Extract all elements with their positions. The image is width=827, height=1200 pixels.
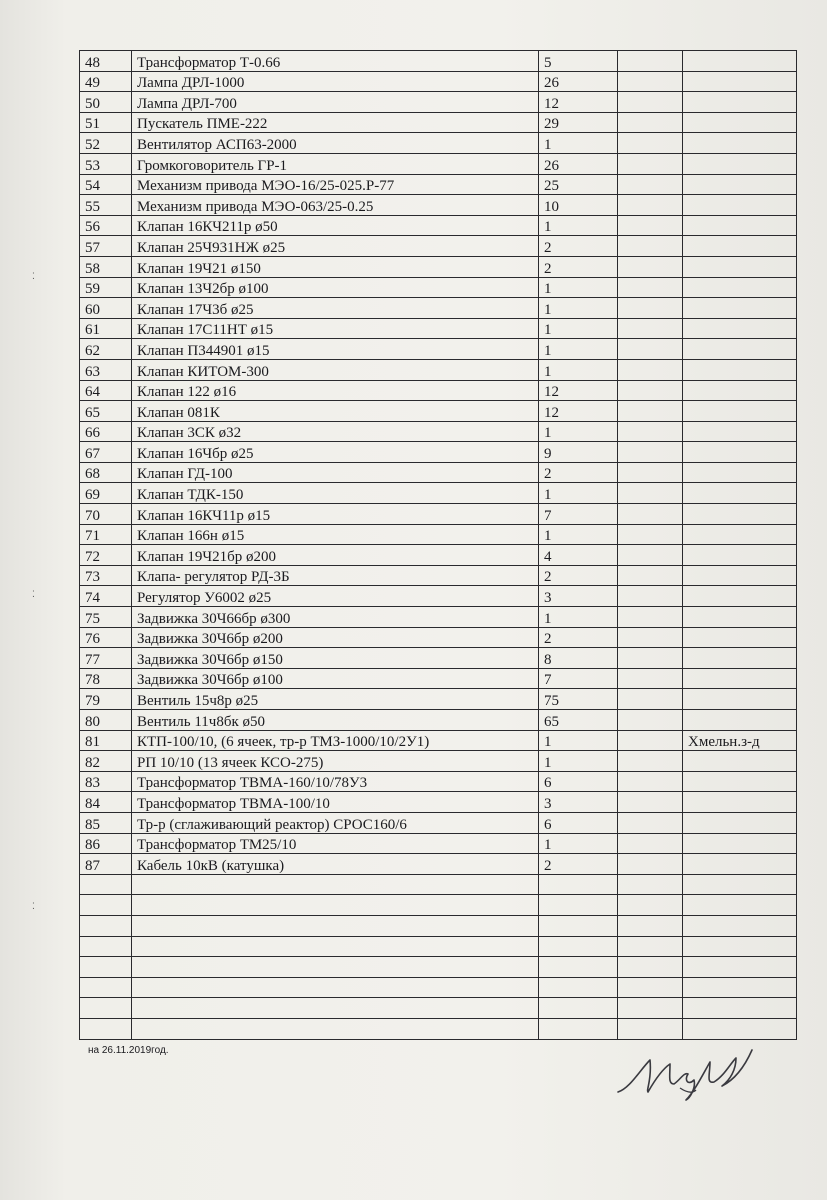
item-quantity: 2: [539, 236, 618, 257]
empty-cell: [618, 977, 683, 998]
item-name: Задвижка 30Ч6бр ø100: [132, 668, 539, 689]
row-number: 74: [80, 586, 132, 607]
empty-cell: [618, 710, 683, 731]
item-name: [132, 977, 539, 998]
table-row: [80, 174, 797, 195]
item-note: [683, 565, 797, 586]
empty-cell: [618, 936, 683, 957]
empty-table-row: [80, 1018, 797, 1039]
item-quantity: 1: [539, 833, 618, 854]
empty-cell: [618, 751, 683, 772]
item-note: [683, 236, 797, 257]
item-note: [683, 504, 797, 525]
item-note: [683, 524, 797, 545]
item-quantity: 1: [539, 318, 618, 339]
item-quantity: 26: [539, 153, 618, 174]
item-note: [683, 133, 797, 154]
table-row: [80, 401, 797, 422]
item-name: Клапан П344901 ø15: [132, 339, 539, 360]
table-row: [80, 195, 797, 216]
item-quantity: [539, 1018, 618, 1039]
empty-cell: [618, 648, 683, 669]
item-note: [683, 833, 797, 854]
row-number: 53: [80, 153, 132, 174]
table-row: [80, 648, 797, 669]
item-note: [683, 277, 797, 298]
row-number: 58: [80, 256, 132, 277]
empty-cell: [618, 112, 683, 133]
item-name: Механизм привода МЭО-16/25-025.Р-77: [132, 174, 539, 195]
item-quantity: 1: [539, 421, 618, 442]
empty-cell: [618, 524, 683, 545]
item-note: [683, 421, 797, 442]
item-name: Клапан 081К: [132, 401, 539, 422]
empty-table-row: [80, 977, 797, 998]
table-row: [80, 112, 797, 133]
empty-cell: [618, 380, 683, 401]
item-note: [683, 51, 797, 72]
item-quantity: 1: [539, 483, 618, 504]
item-quantity: 3: [539, 792, 618, 813]
item-name: Клапа- регулятор РД-3Б: [132, 565, 539, 586]
item-quantity: 1: [539, 298, 618, 319]
item-name: Клапан 17Ч3б ø25: [132, 298, 539, 319]
empty-cell: [618, 627, 683, 648]
table-row: [80, 730, 797, 751]
document-date: на 26.11.2019год.: [88, 1045, 169, 1056]
item-name: Трансформатор ТВМА-100/10: [132, 792, 539, 813]
empty-cell: [618, 668, 683, 689]
item-quantity: 26: [539, 71, 618, 92]
item-name: [132, 895, 539, 916]
item-name: Вентиль 11ч8бк ø50: [132, 710, 539, 731]
item-note: [683, 298, 797, 319]
item-quantity: 7: [539, 668, 618, 689]
empty-table-row: [80, 936, 797, 957]
item-name: Механизм привода МЭО-063/25-0.25: [132, 195, 539, 216]
row-number: 80: [80, 710, 132, 731]
item-note: [683, 977, 797, 998]
item-quantity: 2: [539, 854, 618, 875]
item-note: [683, 174, 797, 195]
item-note: [683, 586, 797, 607]
table-row: [80, 462, 797, 483]
item-note: [683, 1018, 797, 1039]
empty-cell: [618, 174, 683, 195]
item-name: Вентилятор АСП63-2000: [132, 133, 539, 154]
item-quantity: [539, 977, 618, 998]
item-name: Регулятор У6002 ø25: [132, 586, 539, 607]
row-number: 68: [80, 462, 132, 483]
item-name: Клапан ТДК-150: [132, 483, 539, 504]
table-row: [80, 524, 797, 545]
row-number: 48: [80, 51, 132, 72]
item-name: Клапан ГД-100: [132, 462, 539, 483]
item-name: Задвижка 30Ч66бр ø300: [132, 607, 539, 628]
table-row: [80, 627, 797, 648]
empty-table-row: [80, 998, 797, 1019]
item-name: [132, 874, 539, 895]
item-note: [683, 771, 797, 792]
empty-table-row: [80, 915, 797, 936]
item-note: [683, 215, 797, 236]
empty-cell: [618, 812, 683, 833]
row-number: 79: [80, 689, 132, 710]
row-number: 66: [80, 421, 132, 442]
item-note: [683, 751, 797, 772]
row-number: 55: [80, 195, 132, 216]
empty-cell: [618, 730, 683, 751]
row-number: 64: [80, 380, 132, 401]
item-note: [683, 318, 797, 339]
empty-cell: [618, 318, 683, 339]
item-name: Клапан 16КЧ11р ø15: [132, 504, 539, 525]
empty-cell: [618, 792, 683, 813]
row-number: 87: [80, 854, 132, 875]
item-name: [132, 998, 539, 1019]
table-row: [80, 545, 797, 566]
item-quantity: 6: [539, 771, 618, 792]
binding-hole-mark: ⁚: [32, 589, 35, 599]
item-note: [683, 689, 797, 710]
item-note: [683, 462, 797, 483]
empty-cell: [618, 462, 683, 483]
empty-cell: [618, 442, 683, 463]
item-note: Хмельн.з-д: [683, 730, 797, 751]
table-row: [80, 565, 797, 586]
row-number: 59: [80, 277, 132, 298]
row-number: 54: [80, 174, 132, 195]
empty-table-row: [80, 874, 797, 895]
item-quantity: 1: [539, 215, 618, 236]
table-row: [80, 380, 797, 401]
handwritten-signature: [610, 1040, 770, 1110]
item-note: [683, 256, 797, 277]
empty-cell: [618, 854, 683, 875]
item-note: [683, 957, 797, 978]
item-quantity: 1: [539, 133, 618, 154]
row-number: [80, 874, 132, 895]
item-name: Трансформатор ТВМА-160/10/78У3: [132, 771, 539, 792]
row-number: [80, 998, 132, 1019]
item-quantity: 1: [539, 277, 618, 298]
item-quantity: 75: [539, 689, 618, 710]
empty-cell: [618, 71, 683, 92]
empty-cell: [618, 545, 683, 566]
table-row: [80, 586, 797, 607]
row-number: 85: [80, 812, 132, 833]
item-note: [683, 915, 797, 936]
item-quantity: 12: [539, 92, 618, 113]
table-row: [80, 689, 797, 710]
item-name: Клапан 3СК ø32: [132, 421, 539, 442]
row-number: 73: [80, 565, 132, 586]
row-number: [80, 1018, 132, 1039]
item-note: [683, 92, 797, 113]
item-quantity: 1: [539, 730, 618, 751]
table-row: [80, 277, 797, 298]
row-number: 71: [80, 524, 132, 545]
item-name: Клапан 13Ч2бр ø100: [132, 277, 539, 298]
item-note: [683, 936, 797, 957]
table-row: [80, 751, 797, 772]
item-quantity: [539, 936, 618, 957]
item-name: Клапан 122 ø16: [132, 380, 539, 401]
item-name: Задвижка 30Ч6бр ø150: [132, 648, 539, 669]
item-note: [683, 854, 797, 875]
item-note: [683, 648, 797, 669]
empty-cell: [618, 215, 683, 236]
item-name: Трансформатор Т-0.66: [132, 51, 539, 72]
item-name: РП 10/10 (13 ячеек КСО-275): [132, 751, 539, 772]
item-name: Вентиль 15ч8р ø25: [132, 689, 539, 710]
table-row: [80, 607, 797, 628]
item-note: [683, 812, 797, 833]
item-quantity: [539, 895, 618, 916]
empty-cell: [618, 195, 683, 216]
item-name: Трансформатор ТМ25/10: [132, 833, 539, 854]
row-number: 51: [80, 112, 132, 133]
table-row: [80, 71, 797, 92]
empty-cell: [618, 689, 683, 710]
row-number: 60: [80, 298, 132, 319]
empty-cell: [618, 339, 683, 360]
item-name: [132, 915, 539, 936]
item-name: Клапан 25Ч931НЖ ø25: [132, 236, 539, 257]
table-row: [80, 133, 797, 154]
binding-hole-mark: ⁚: [32, 271, 35, 281]
empty-cell: [618, 133, 683, 154]
item-name: Клапан 166н ø15: [132, 524, 539, 545]
item-quantity: [539, 874, 618, 895]
empty-cell: [618, 586, 683, 607]
row-number: 69: [80, 483, 132, 504]
empty-table-row: [80, 895, 797, 916]
table-row: [80, 854, 797, 875]
table-row: [80, 668, 797, 689]
item-name: [132, 936, 539, 957]
row-number: 63: [80, 359, 132, 380]
item-quantity: 1: [539, 607, 618, 628]
item-note: [683, 359, 797, 380]
row-number: 49: [80, 71, 132, 92]
row-number: 57: [80, 236, 132, 257]
item-name: [132, 957, 539, 978]
item-quantity: 6: [539, 812, 618, 833]
table-row: [80, 710, 797, 731]
item-quantity: [539, 915, 618, 936]
empty-cell: [618, 483, 683, 504]
row-number: 84: [80, 792, 132, 813]
table-row: [80, 792, 797, 813]
item-quantity: 5: [539, 51, 618, 72]
item-name: Кабель 10кВ (катушка): [132, 854, 539, 875]
item-note: [683, 792, 797, 813]
row-number: [80, 895, 132, 916]
row-number: 82: [80, 751, 132, 772]
row-number: 50: [80, 92, 132, 113]
row-number: 52: [80, 133, 132, 154]
empty-cell: [618, 771, 683, 792]
empty-cell: [618, 998, 683, 1019]
table-row: [80, 236, 797, 257]
table-row: [80, 51, 797, 72]
item-quantity: 29: [539, 112, 618, 133]
table-row: [80, 442, 797, 463]
empty-cell: [618, 256, 683, 277]
row-number: [80, 957, 132, 978]
item-name: Задвижка 30Ч6бр ø200: [132, 627, 539, 648]
item-note: [683, 874, 797, 895]
empty-cell: [618, 957, 683, 978]
row-number: [80, 915, 132, 936]
table-row: [80, 483, 797, 504]
item-quantity: 10: [539, 195, 618, 216]
row-number: 83: [80, 771, 132, 792]
row-number: 67: [80, 442, 132, 463]
empty-cell: [618, 1018, 683, 1039]
empty-cell: [618, 298, 683, 319]
table-row: [80, 256, 797, 277]
table-row: [80, 771, 797, 792]
item-quantity: 1: [539, 751, 618, 772]
inventory-table: [79, 50, 797, 1040]
row-number: 65: [80, 401, 132, 422]
item-note: [683, 339, 797, 360]
row-number: 70: [80, 504, 132, 525]
item-name: Лампа ДРЛ-700: [132, 92, 539, 113]
row-number: 76: [80, 627, 132, 648]
table-row: [80, 421, 797, 442]
empty-cell: [618, 359, 683, 380]
empty-cell: [618, 504, 683, 525]
table-row: [80, 215, 797, 236]
empty-cell: [618, 895, 683, 916]
empty-cell: [618, 833, 683, 854]
table-row: [80, 153, 797, 174]
item-quantity: 12: [539, 401, 618, 422]
item-note: [683, 998, 797, 1019]
table-row: [80, 318, 797, 339]
binding-hole-mark: ⁚: [32, 901, 35, 911]
empty-cell: [618, 401, 683, 422]
item-name: Клапан 19Ч21 ø150: [132, 256, 539, 277]
item-name: Пускатель ПМЕ-222: [132, 112, 539, 133]
item-quantity: 2: [539, 565, 618, 586]
item-note: [683, 483, 797, 504]
empty-cell: [618, 607, 683, 628]
empty-cell: [618, 915, 683, 936]
table-row: [80, 298, 797, 319]
item-quantity: 25: [539, 174, 618, 195]
item-note: [683, 895, 797, 916]
row-number: [80, 936, 132, 957]
item-note: [683, 668, 797, 689]
item-quantity: 1: [539, 359, 618, 380]
item-quantity: [539, 998, 618, 1019]
item-name: КТП-100/10, (6 ячеек, тр-р ТМЗ-1000/10/2У1): [132, 730, 539, 751]
item-note: [683, 607, 797, 628]
item-name: Клапан КИТОМ-300: [132, 359, 539, 380]
row-number: 77: [80, 648, 132, 669]
row-number: 81: [80, 730, 132, 751]
empty-cell: [618, 421, 683, 442]
item-quantity: 3: [539, 586, 618, 607]
table-row: [80, 812, 797, 833]
item-note: [683, 401, 797, 422]
table-row: [80, 833, 797, 854]
table-row: [80, 92, 797, 113]
item-note: [683, 71, 797, 92]
empty-cell: [618, 565, 683, 586]
item-note: [683, 153, 797, 174]
item-quantity: 7: [539, 504, 618, 525]
item-quantity: 9: [539, 442, 618, 463]
item-quantity: 65: [539, 710, 618, 731]
empty-cell: [618, 153, 683, 174]
empty-table-row: [80, 957, 797, 978]
row-number: 86: [80, 833, 132, 854]
item-name: Тр-р (сглаживающий реактор) СРОС160/6: [132, 812, 539, 833]
item-name: Клапан 19Ч21бр ø200: [132, 545, 539, 566]
row-number: [80, 977, 132, 998]
empty-cell: [618, 92, 683, 113]
item-quantity: 2: [539, 627, 618, 648]
row-number: 72: [80, 545, 132, 566]
table-row: [80, 504, 797, 525]
empty-cell: [618, 277, 683, 298]
item-name: Громкоговоритель ГР-1: [132, 153, 539, 174]
empty-cell: [618, 874, 683, 895]
item-note: [683, 710, 797, 731]
item-quantity: 2: [539, 256, 618, 277]
row-number: 56: [80, 215, 132, 236]
table-row: [80, 339, 797, 360]
item-quantity: 4: [539, 545, 618, 566]
item-quantity: 8: [539, 648, 618, 669]
item-name: [132, 1018, 539, 1039]
row-number: 75: [80, 607, 132, 628]
item-name: Клапан 17С11НТ ø15: [132, 318, 539, 339]
empty-cell: [618, 51, 683, 72]
item-note: [683, 195, 797, 216]
table-row: [80, 359, 797, 380]
item-quantity: 12: [539, 380, 618, 401]
item-quantity: 1: [539, 524, 618, 545]
item-note: [683, 545, 797, 566]
empty-cell: [618, 236, 683, 257]
row-number: 61: [80, 318, 132, 339]
item-quantity: [539, 957, 618, 978]
item-name: Клапан 16Чбр ø25: [132, 442, 539, 463]
item-name: Лампа ДРЛ-1000: [132, 71, 539, 92]
row-number: 62: [80, 339, 132, 360]
row-number: 78: [80, 668, 132, 689]
item-quantity: 1: [539, 339, 618, 360]
item-note: [683, 112, 797, 133]
item-name: Клапан 16КЧ211р ø50: [132, 215, 539, 236]
item-note: [683, 442, 797, 463]
item-note: [683, 380, 797, 401]
item-note: [683, 627, 797, 648]
item-quantity: 2: [539, 462, 618, 483]
